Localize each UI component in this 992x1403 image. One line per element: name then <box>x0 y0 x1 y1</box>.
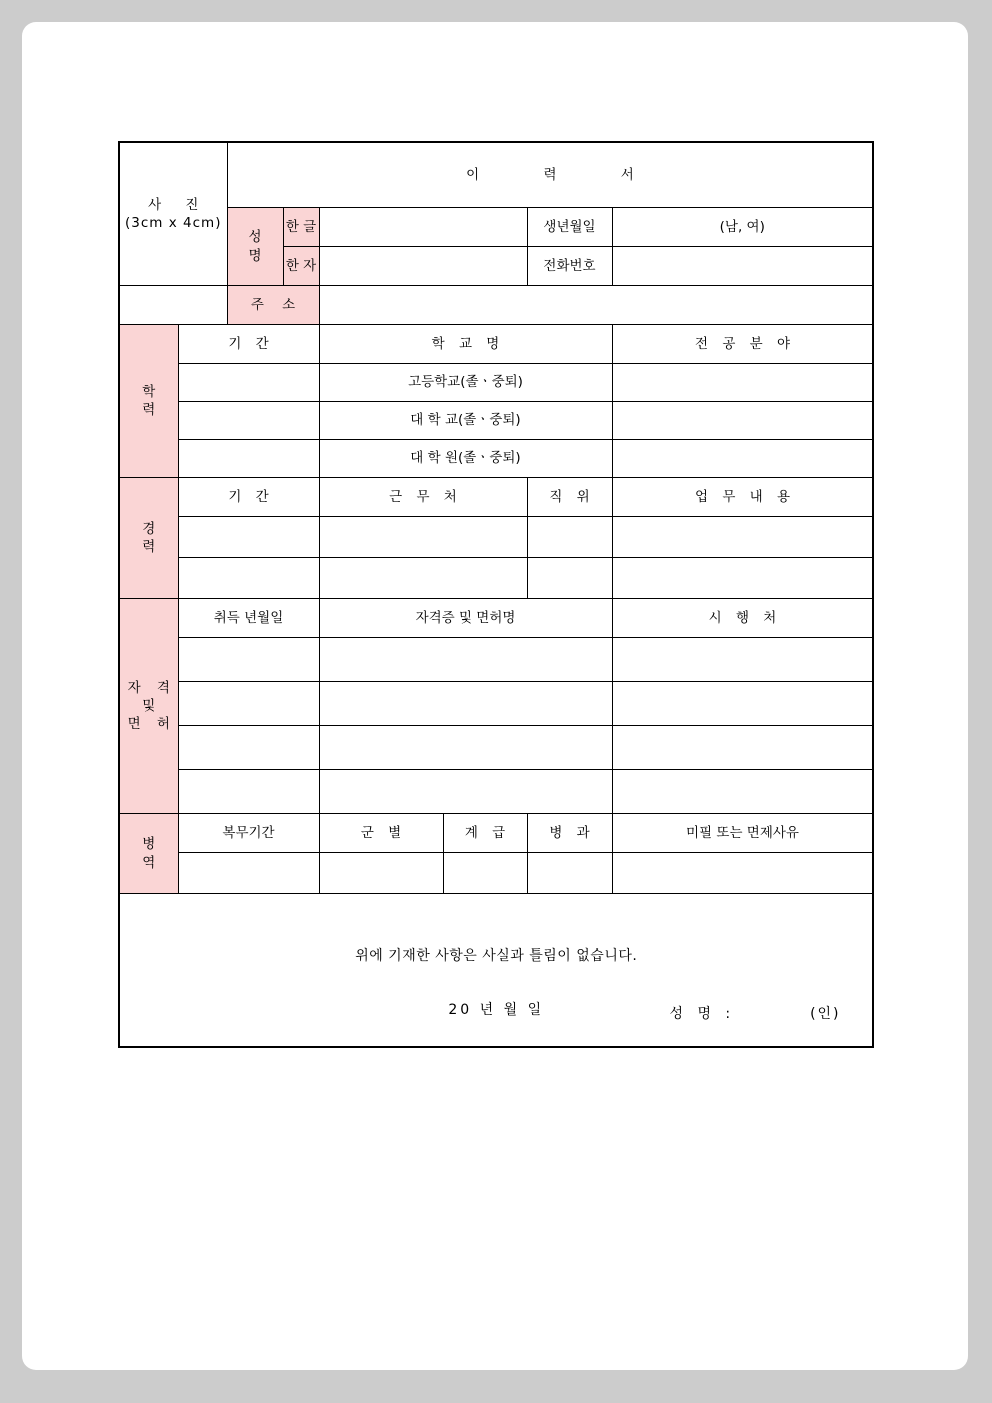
military-exemption-field[interactable] <box>612 853 873 894</box>
military-header-row <box>119 814 873 853</box>
career-row-1 <box>119 517 873 558</box>
career-header-position: 직 위 <box>527 478 612 517</box>
certificates-label-line3: 면 허 <box>127 716 176 733</box>
certificate-issuer-1[interactable] <box>612 638 873 682</box>
certificate-date-3[interactable] <box>178 726 319 770</box>
military-header-specialty: 병 과 <box>527 814 612 853</box>
education-major-university[interactable] <box>612 402 873 440</box>
military-rank-field[interactable] <box>443 853 527 894</box>
career-section-label <box>119 478 178 599</box>
education-label-line1: 학 <box>142 383 156 400</box>
certificate-date-2[interactable] <box>178 682 319 726</box>
declaration-date-line[interactable]: 20 년 월 일 <box>448 1001 545 1018</box>
certificates-label-line2: 및 <box>142 697 162 714</box>
education-section-label <box>119 325 178 478</box>
education-school-highschool[interactable]: 고등학교(졸ㆍ중퇴) <box>319 364 612 402</box>
hangul-name-field[interactable] <box>319 208 527 247</box>
certificate-date-4[interactable] <box>178 770 319 814</box>
address-field[interactable] <box>319 286 873 325</box>
education-row-graduate <box>119 440 873 478</box>
career-header-workplace: 근 무 처 <box>319 478 527 517</box>
career-position-2[interactable] <box>527 558 612 599</box>
certificates-row-1 <box>119 638 873 682</box>
phone-field[interactable] <box>612 247 873 286</box>
certificates-header-issuer: 시 행 처 <box>612 599 873 638</box>
career-row-2 <box>119 558 873 599</box>
certificates-row-3 <box>119 726 873 770</box>
education-label-line2: 력 <box>142 402 156 418</box>
name-hangul-row <box>119 208 873 247</box>
certificate-date-1[interactable] <box>178 638 319 682</box>
career-header-period: 기 간 <box>178 478 319 517</box>
military-section-label <box>119 814 178 894</box>
certificates-row-2 <box>119 682 873 726</box>
address-label: 주 소 <box>227 286 319 325</box>
career-duties-2[interactable] <box>612 558 873 599</box>
military-row-1 <box>119 853 873 894</box>
hanja-name-field[interactable] <box>319 247 527 286</box>
education-period-university[interactable] <box>178 402 319 440</box>
hangul-name-label: 한 글 <box>283 208 319 247</box>
birthdate-label: 생년월일 <box>527 208 612 247</box>
certificates-header-row <box>119 599 873 638</box>
certificates-label-line1: 자 격 <box>127 679 176 696</box>
career-period-1[interactable] <box>178 517 319 558</box>
education-period-highschool[interactable] <box>178 364 319 402</box>
education-row-university <box>119 402 873 440</box>
education-header-school: 학 교 명 <box>319 325 612 364</box>
title-row <box>119 142 873 208</box>
hanja-name-label: 한 자 <box>283 247 319 286</box>
certificates-section-label <box>119 599 178 814</box>
certificate-issuer-2[interactable] <box>612 682 873 726</box>
career-workplace-1[interactable] <box>319 517 527 558</box>
name-label-line2: 명 <box>248 247 262 264</box>
paper-page <box>22 22 968 1370</box>
address-row <box>119 286 873 325</box>
gender-note[interactable]: (남, 여) <box>612 208 873 247</box>
address-spacer <box>119 286 227 325</box>
career-label-line2: 력 <box>142 539 156 555</box>
career-label-line1: 경 <box>142 520 156 537</box>
education-header-major: 전 공 분 야 <box>612 325 873 364</box>
career-position-1[interactable] <box>527 517 612 558</box>
military-header-exemption: 미필 또는 면제사유 <box>612 814 873 853</box>
certificate-name-3[interactable] <box>319 726 612 770</box>
career-period-2[interactable] <box>178 558 319 599</box>
phone-label: 전화번호 <box>527 247 612 286</box>
declaration-text: 위에 기재한 사항은 사실과 틀림이 없습니다. <box>355 947 638 964</box>
career-duties-1[interactable] <box>612 517 873 558</box>
certificate-name-2[interactable] <box>319 682 612 726</box>
declaration-block <box>119 894 873 1048</box>
photo-size-note: (3cm x 4cm) <box>125 215 222 231</box>
education-major-highschool[interactable] <box>612 364 873 402</box>
education-school-graduate[interactable]: 대 학 원(졸ㆍ중퇴) <box>319 440 612 478</box>
military-specialty-field[interactable] <box>527 853 612 894</box>
career-header-row <box>119 478 873 517</box>
footer-row <box>119 894 873 1048</box>
resume-table <box>118 141 874 1048</box>
certificates-header-date: 취득 년월일 <box>178 599 319 638</box>
certificate-issuer-4[interactable] <box>612 770 873 814</box>
military-header-branch: 군 별 <box>319 814 443 853</box>
photo-box <box>119 142 227 286</box>
certificate-issuer-3[interactable] <box>612 726 873 770</box>
certificate-name-4[interactable] <box>319 770 612 814</box>
education-period-graduate[interactable] <box>178 440 319 478</box>
name-label <box>227 208 283 286</box>
education-header-row <box>119 325 873 364</box>
seal-label: (인) <box>810 1006 841 1023</box>
certificate-name-1[interactable] <box>319 638 612 682</box>
military-header-rank: 계 급 <box>443 814 527 853</box>
career-header-duties: 업 무 내 용 <box>612 478 873 517</box>
military-header-period: 복무기간 <box>178 814 319 853</box>
military-branch-field[interactable] <box>319 853 443 894</box>
page-title: 이 력 서 <box>227 142 873 208</box>
education-major-graduate[interactable] <box>612 440 873 478</box>
career-workplace-2[interactable] <box>319 558 527 599</box>
photo-label: 사 진 <box>148 196 209 213</box>
signature-label: 성 명 : <box>669 1006 736 1023</box>
military-label-line1: 병 <box>142 836 156 853</box>
education-row-highschool <box>119 364 873 402</box>
resume-form <box>118 141 872 1048</box>
education-header-period: 기 간 <box>178 325 319 364</box>
education-school-university[interactable]: 대 학 교(졸ㆍ중퇴) <box>319 402 612 440</box>
certificates-row-4 <box>119 770 873 814</box>
certificates-header-name: 자격증 및 면허명 <box>319 599 612 638</box>
military-label-line2: 역 <box>142 854 156 871</box>
name-label-line1: 성 <box>248 229 262 246</box>
military-period-field[interactable] <box>178 853 319 894</box>
signature-line <box>669 1005 840 1024</box>
